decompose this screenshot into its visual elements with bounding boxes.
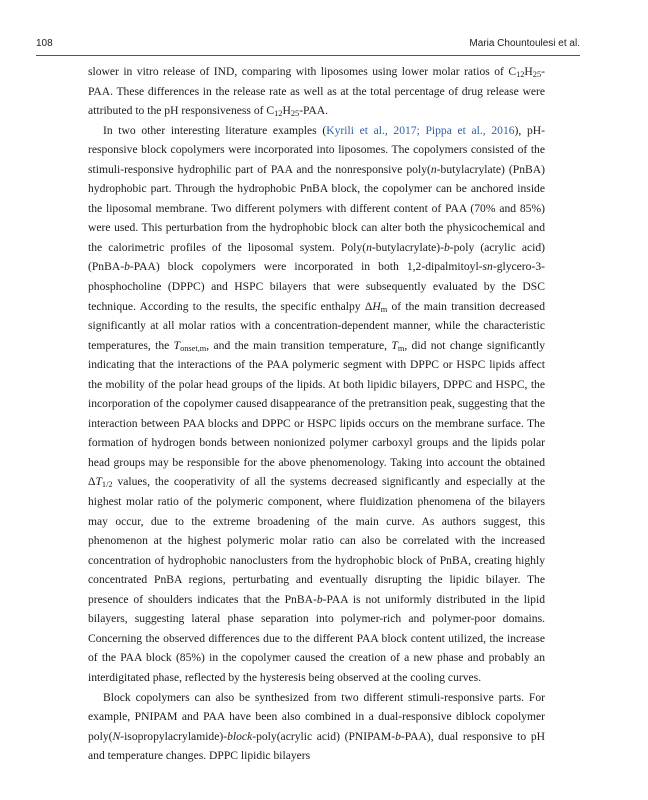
text: -butylacrylate) (PnBA) hydrophobic part. Through the hydrophobic PnBA block, the copolymer can be anchored inside the liposomal membrane. Two different polymers with different content of PAA (70% and 85%) were used. This perturbation from the hydrophobic block can alter both the physicochemical and the calorimetric profiles of the liposomal system. Poly( [88, 162, 545, 254]
italic-text: n [430, 162, 437, 176]
paragraph-2 [88, 121, 545, 688]
text: -PAA) block copolymers were incorporated in both 1,2-dipalmitoyl- [129, 260, 483, 274]
paragraph-1 [88, 62, 545, 121]
subscript: m [397, 343, 405, 353]
italic-text: N [112, 729, 121, 743]
subscript: m [380, 304, 388, 314]
text: -PAA is not uniformly distributed in the lipid bilayers, suggesting lateral phase separation into polymer-rich and polymer-poor domains. Concerning the observed differences due to the different PAA block content utilized, the increase of the PAA block (85%) in the copolymer caused the creation of a new phase and probably an interdigitated phase, reflected by the hysteresis being observed at the cooling curves. [88, 592, 545, 684]
text: -poly (acrylic acid) (PnBA- [88, 240, 546, 274]
math-symbol: T [173, 338, 181, 352]
subscript: 1/2 [101, 480, 113, 490]
subscript: onset,m [180, 343, 207, 353]
text: In two other interesting literature examples ( [103, 123, 327, 137]
text: -PAA), dual responsive to pH and temperature changes. DPPC lipidic bilayers [88, 729, 545, 763]
text: Block copolymers can also be synthesized from two different stimuli-responsive parts. For example, PNIPAM and PAA have been also combined in a dual-responsive diblock copolymer poly( [88, 690, 545, 743]
subscript: 12 [516, 70, 525, 80]
italic-text: b [124, 260, 130, 274]
subscript: 25 [290, 109, 300, 119]
text: -poly(acrylic acid) (PNIPAM- [252, 729, 396, 743]
text: , did not change significantly indicating that the interactions of the PAA polymeric segment with DPPC or HSPC lipids affect the mobility of the polar head groups of the lipids. At both lipidic bilayers, DPPC and HSPC, the incorporation of the copolymer caused disappearance of the pretransition peak, suggesting that the interaction between PAA blocks and DPPC or HSPC lipids occurs on the membrane surface. The formation of hydrogen bonds between nonionized polymer carboxyl groups and the lipids polar head groups may be responsible for the above phenomenology. Taking into account the obtained Δ [88, 338, 545, 489]
math-symbol: T [95, 475, 102, 489]
text: , and the main transition temperature, [206, 338, 392, 352]
text: -isopropylacrylamide)- [120, 729, 228, 743]
subscript: 25 [532, 70, 542, 80]
text: values, the cooperativity of all the systems decreased significantly and especially at the highest molar ratio of the polymeric component, where fluidization phenomena of the bilayers may occur, due to the extreme broadening of the main curve. As authors suggest, this phenomenon at the highest polymeric molar ratio can also be correlated with the increased concentration of hydrophobic nanoclusters from the hydrophobic block of PnBA, creating highly concentrated PnBA regions, perturbating and eventually disrupting the lipidic bilayer. The presence of shoulders indicates that the PnBA- [88, 475, 545, 606]
text: of the main transition decreased significantly at all molar ratios with a concentration-dependent manner, while the characteristic temperatures, the [88, 299, 545, 352]
header-rule [36, 55, 580, 56]
math-symbol: T [391, 338, 398, 352]
page-header [36, 38, 580, 54]
citation-link[interactable]: Kyrili et al., 2017; Pippa et al., 2016 [326, 123, 515, 137]
math-symbol: H [372, 299, 381, 313]
italic-text: sn [482, 260, 493, 274]
text: -glycero-3-phosphocholine (DPPC) and HSPC bilayers that were subsequently evaluated by the DSC technique. According to the results, the specific enthalpy Δ [88, 260, 545, 313]
body-text [88, 62, 545, 766]
page-number: 108 [36, 38, 53, 49]
text: -PAA. These differences in the release rate as well as at the total percentage of drug release were attributed to the pH responsiveness of C [88, 65, 545, 118]
subscript: 12 [274, 109, 283, 119]
text: -butylacrylate)- [371, 240, 444, 254]
italic-text: b [395, 729, 401, 743]
italic-text: n [366, 240, 372, 254]
text: ), pH-responsive block copolymers were incorporated into liposomes. The copolymers consisted of the stimuli-responsive hydrophilic part of PAA and the nonresponsive poly( [88, 123, 545, 176]
running-head: Maria Chountoulesi et al. [469, 38, 580, 49]
italic-text: b [316, 592, 323, 606]
paragraph-3 [88, 688, 545, 766]
text: -PAA. [299, 104, 329, 118]
text: H [282, 104, 291, 118]
text: H [524, 65, 533, 78]
italic-text: b [443, 240, 450, 254]
text: slower in vitro release of IND, comparing with liposomes using lower molar ratios of C [88, 65, 517, 78]
italic-text: block [227, 729, 253, 743]
